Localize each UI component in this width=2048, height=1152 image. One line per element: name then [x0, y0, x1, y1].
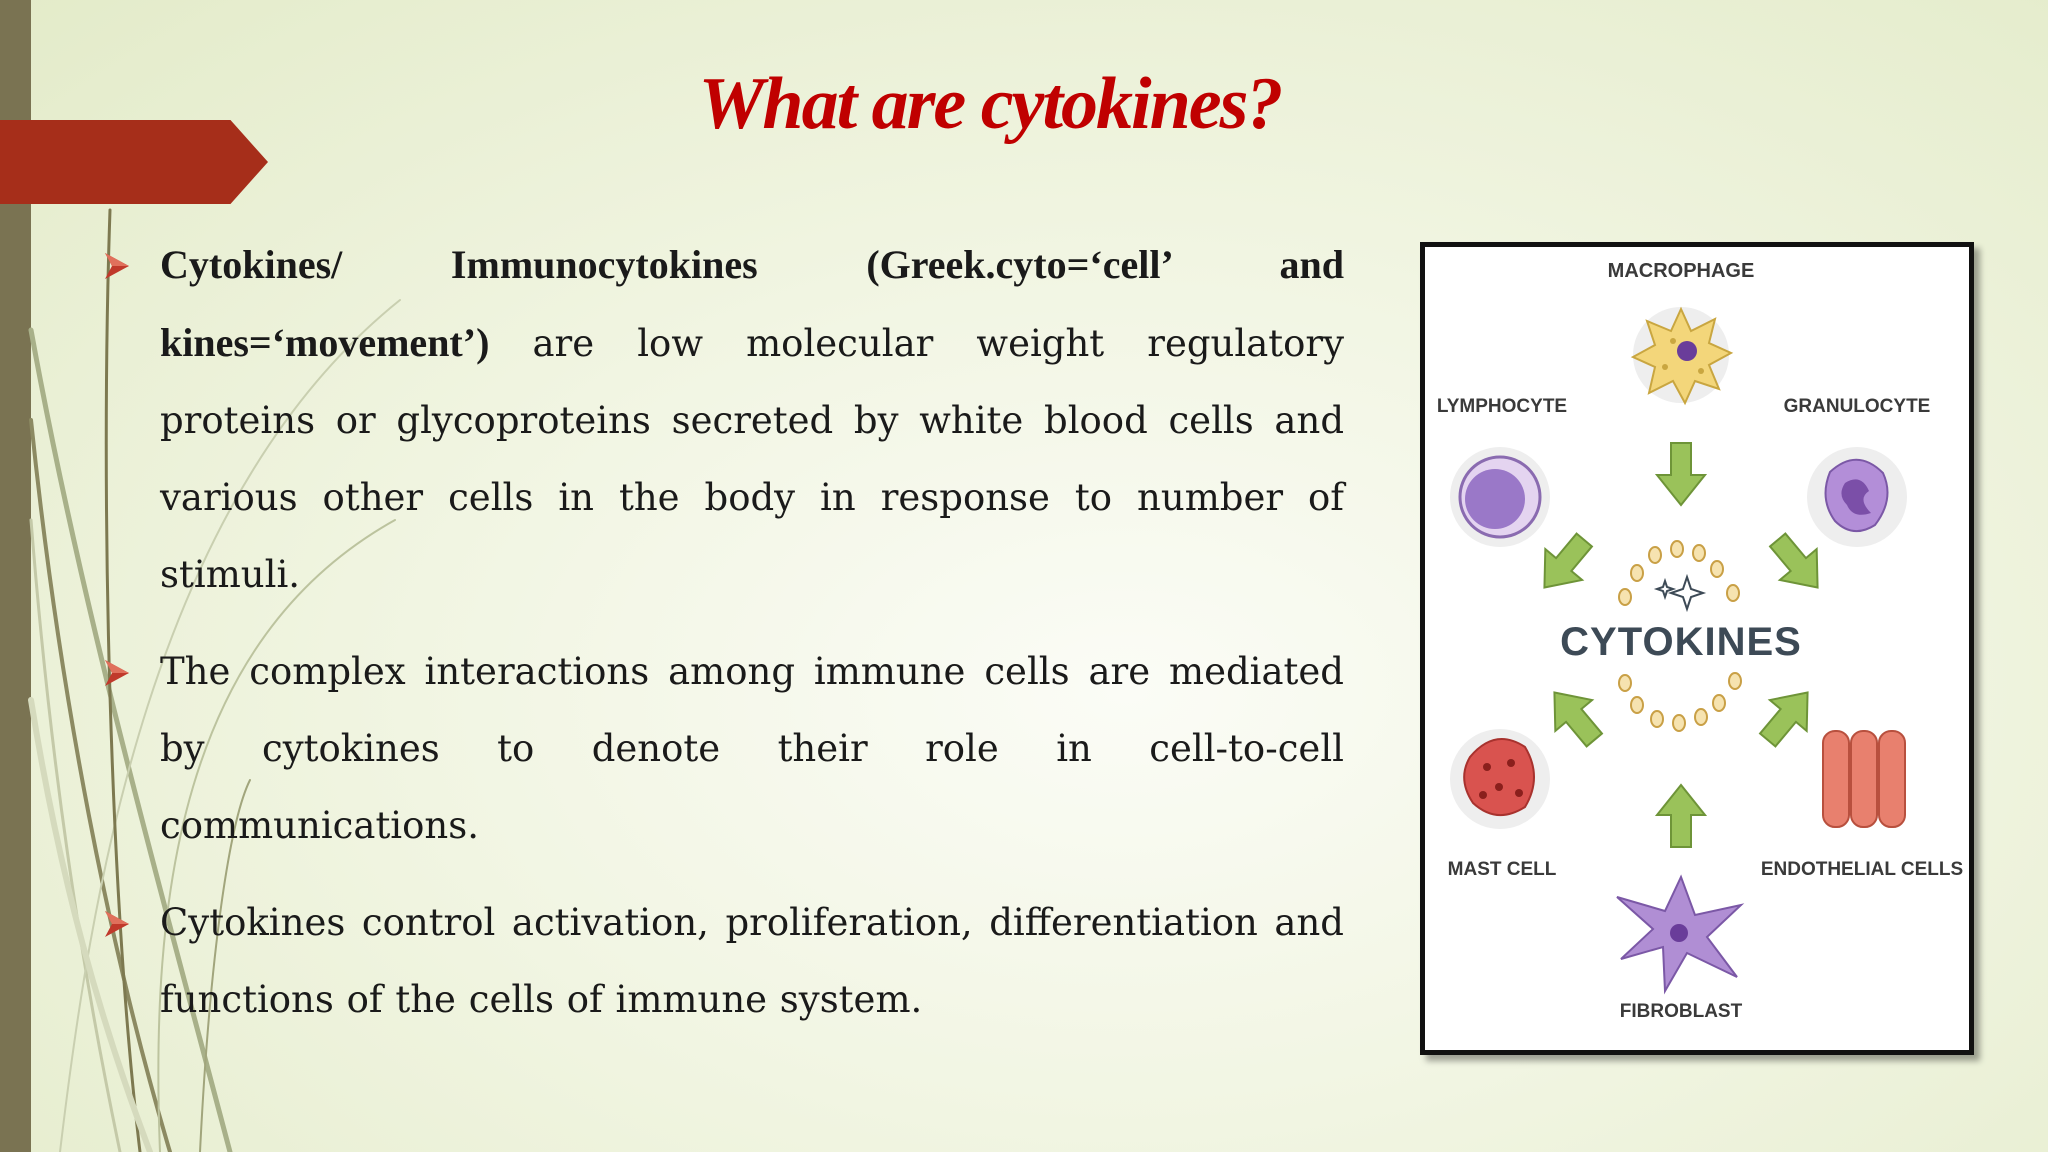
- bullet-item: [100, 633, 1344, 864]
- arrowhead-bullet-icon: [104, 659, 130, 687]
- fibroblast-label: FIBROBLAST: [1619, 1001, 1743, 1022]
- arrowhead-bullet-icon: [104, 252, 130, 280]
- arrowhead-bullet-icon: [104, 910, 130, 938]
- macrophage-label: MACROPHAGE: [1607, 260, 1755, 282]
- bullet-text: [160, 226, 1344, 613]
- granulocyte-label: GRANULOCYTE: [1783, 396, 1931, 417]
- bullet-item: [100, 884, 1344, 1038]
- endothelial-cells-label: ENDOTHELIAL CELLS: [1760, 859, 1964, 880]
- bullet-body-text: are low molecular weight regulatory proteins or glycoproteins secreted by white blood cells and various other cells in the body in response to number of stimuli.: [160, 322, 1344, 596]
- mast-cell-icon: [1450, 729, 1550, 829]
- bullet-text: Cytokines control activation, proliferation, differentiation and functions of the cells of immune system.: [160, 901, 1344, 1021]
- bullet-text: The complex interactions among immune cells are mediated by cytokines to denote their role in cell-to-cell communications.: [160, 650, 1344, 847]
- mast-cell-label: MAST CELL: [1447, 859, 1557, 880]
- macrophage-icon: [1633, 307, 1731, 403]
- fibroblast-icon: [1617, 877, 1741, 991]
- cytokines-diagram: [1420, 242, 1974, 1055]
- cytokines-center-label: CYTOKINES: [1560, 620, 1802, 664]
- endothelial-cells-icon: [1823, 731, 1905, 827]
- lymphocyte-icon: [1450, 447, 1550, 547]
- bullet-item: [100, 226, 1344, 613]
- title-accent-arrow: [0, 120, 268, 204]
- lymphocyte-label: LYMPHOCYTE: [1436, 396, 1568, 417]
- bullet-bold-text: Cytokines/ Immunocytokines (Greek.cyto=‘cell’ and kines=‘movement’): [160, 242, 1344, 365]
- slide-title: What are cytokines?: [698, 63, 1282, 145]
- granulocyte-icon: [1807, 447, 1907, 547]
- sparkle-icon: [1657, 577, 1703, 609]
- bullet-list: [100, 226, 1344, 1058]
